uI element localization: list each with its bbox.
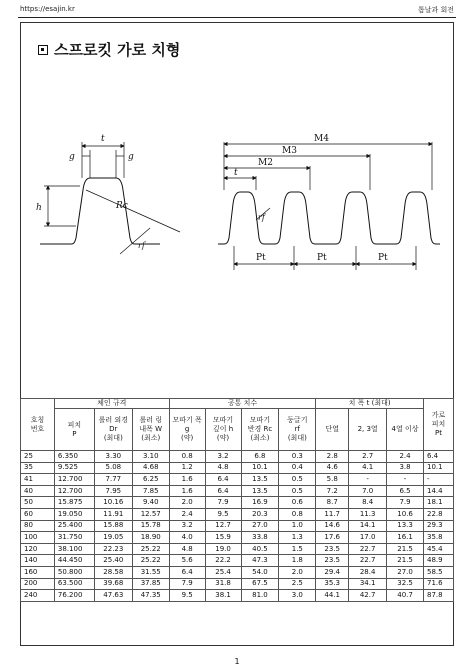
table-cell: 6.4 (423, 451, 453, 463)
table-cell: 9.525 (54, 462, 94, 474)
dimension-table (20, 398, 454, 602)
table-row (21, 462, 454, 474)
th-pitch-group: 가로 피치 Pt (423, 399, 453, 451)
table-cell: 13.3 (387, 520, 424, 532)
table-cell: 23.5 (316, 543, 349, 555)
table-cell: 2.4 (169, 508, 205, 520)
table-cell: 4.68 (132, 462, 169, 474)
table-row (21, 566, 454, 578)
table-cell: 4.1 (349, 462, 387, 474)
table-cell: 7.95 (94, 485, 132, 497)
table-cell: 20.3 (241, 508, 279, 520)
table-cell: 3.30 (94, 451, 132, 463)
table-cell: 0.8 (279, 508, 316, 520)
table-cell: 3.2 (169, 520, 205, 532)
table-cell: 14.1 (349, 520, 387, 532)
table-cell: 29.3 (423, 520, 453, 532)
table-cell: 11.3 (349, 508, 387, 520)
dim-t: t (101, 134, 105, 144)
table-cell: 40.7 (387, 590, 424, 602)
dim-pt-1: Pt (256, 253, 266, 263)
table-cell: 35 (21, 462, 55, 474)
table-row (21, 555, 454, 567)
table-cell: 11.7 (316, 508, 349, 520)
table-cell: 1.5 (279, 543, 316, 555)
table-cell: 12.700 (54, 474, 94, 486)
table-cell: 28.4 (349, 566, 387, 578)
table-cell: 1.2 (169, 462, 205, 474)
table-cell: 8.7 (316, 497, 349, 509)
table-cell: 240 (21, 590, 55, 602)
th-roller-dia: 롤러 외경 Dr (최대) (94, 409, 132, 451)
table-cell: 10.6 (387, 508, 424, 520)
table-row (21, 474, 454, 486)
table-row (21, 451, 454, 463)
th-chamfer-radius: 모따기 반경 Rc (최소) (241, 409, 279, 451)
table-cell: 4.6 (316, 462, 349, 474)
table-cell: 2.8 (316, 451, 349, 463)
table-cell: 31.8 (205, 578, 241, 590)
table-cell: 3.0 (279, 590, 316, 602)
th-inner-width: 롤러 링 내폭 W (최소) (132, 409, 169, 451)
dim-h: h (36, 203, 42, 213)
table-cell: 71.6 (423, 578, 453, 590)
table-cell: 58.5 (423, 566, 453, 578)
table-cell: 33.8 (241, 532, 279, 544)
table-cell: 0.8 (169, 451, 205, 463)
dim-rf: rf (138, 241, 145, 250)
table-cell: 5.8 (316, 474, 349, 486)
table-cell: 22.7 (349, 543, 387, 555)
dim-m2: M2 (258, 158, 273, 168)
table-cell: 8.4 (349, 497, 387, 509)
table-cell: 7.85 (132, 485, 169, 497)
table-cell: 6.4 (205, 485, 241, 497)
table-row (21, 508, 454, 520)
th-common-group: 공통 치수 (169, 399, 316, 409)
table-cell: 19.0 (205, 543, 241, 555)
table-cell: 7.0 (349, 485, 387, 497)
table-cell: 6.5 (387, 485, 424, 497)
table-cell: 42.7 (349, 590, 387, 602)
dim-m4: M4 (314, 134, 329, 144)
th-tooth-group: 치 폭 t (최대) (316, 399, 424, 409)
table-cell: - (349, 474, 387, 486)
table-row (21, 590, 454, 602)
page-title (38, 39, 180, 60)
table-cell: 34.1 (349, 578, 387, 590)
th-four-plus: 4열 이상 (387, 409, 424, 451)
table-cell: 60 (21, 508, 55, 520)
table-cell: 9.40 (132, 497, 169, 509)
table-cell: 54.0 (241, 566, 279, 578)
th-chamfer-depth: 모따기 깊이 h (약) (205, 409, 241, 451)
table-cell: 25 (21, 451, 55, 463)
table-cell: 0.6 (279, 497, 316, 509)
th-fillet: 둥글기 rf (최대) (279, 409, 316, 451)
table-cell: 2.0 (279, 566, 316, 578)
square-bullet-icon (38, 45, 48, 55)
table-row (21, 532, 454, 544)
th-nominal: 호칭 번호 (21, 399, 55, 451)
table-cell: 6.350 (54, 451, 94, 463)
table-cell: 200 (21, 578, 55, 590)
table-cell: 3.10 (132, 451, 169, 463)
table-cell: 18.90 (132, 532, 169, 544)
table-header-row (21, 409, 454, 451)
table-cell: 3.8 (387, 462, 424, 474)
table-row (21, 520, 454, 532)
table-cell: 35.3 (316, 578, 349, 590)
table-cell: 4.0 (169, 532, 205, 544)
table-cell: 15.875 (54, 497, 94, 509)
table-cell: 10.1 (423, 462, 453, 474)
table-cell: 16.9 (241, 497, 279, 509)
table-cell: 40.5 (241, 543, 279, 555)
table-cell: 12.57 (132, 508, 169, 520)
header-section: 톱날과 회전 (417, 6, 454, 14)
table-cell: 2.0 (169, 497, 205, 509)
table-cell: 13.5 (241, 474, 279, 486)
page-title-text: 스프로킷 가로 치형 (54, 41, 181, 59)
table-cell: 12.700 (54, 485, 94, 497)
table-cell: 7.9 (169, 578, 205, 590)
table-cell: 13.5 (241, 485, 279, 497)
dim-g-left: g (69, 152, 75, 162)
table-cell: 80 (21, 520, 55, 532)
table-cell: 22.7 (349, 555, 387, 567)
table-cell: 15.88 (94, 520, 132, 532)
table-cell: 6.4 (169, 566, 205, 578)
table-cell: 15.78 (132, 520, 169, 532)
table-cell: 4.8 (205, 462, 241, 474)
table-cell: 50.800 (54, 566, 94, 578)
table-cell: 44.450 (54, 555, 94, 567)
table-cell: 1.6 (169, 485, 205, 497)
table-cell: 2.5 (279, 578, 316, 590)
table-cell: 25.22 (132, 543, 169, 555)
table-cell: 6.4 (205, 474, 241, 486)
table-cell: 76.200 (54, 590, 94, 602)
dim-g-right: g (128, 152, 134, 162)
table-cell: 22.23 (94, 543, 132, 555)
table-cell: 9.5 (205, 508, 241, 520)
table-cell: 19.050 (54, 508, 94, 520)
th-pitch: 피치 P (54, 409, 94, 451)
table-cell: 50 (21, 497, 55, 509)
table-cell: 140 (21, 555, 55, 567)
table-cell: 10.16 (94, 497, 132, 509)
page-number: 1 (234, 657, 240, 666)
table-header-group-row (21, 399, 454, 409)
table-cell: 25.400 (54, 520, 94, 532)
table-cell: 23.5 (316, 555, 349, 567)
table-cell: 28.58 (94, 566, 132, 578)
table-cell: 37.85 (132, 578, 169, 590)
tooth-profile-diagram (20, 120, 454, 280)
table-cell: 21.5 (387, 543, 424, 555)
table-cell: 47.3 (241, 555, 279, 567)
table-cell: 7.2 (316, 485, 349, 497)
table-cell: 40 (21, 485, 55, 497)
dim-pt-3: Pt (378, 253, 388, 263)
dim-t2: t (234, 168, 238, 178)
table-cell: 3.2 (205, 451, 241, 463)
table-cell: 67.5 (241, 578, 279, 590)
table-cell: 7.9 (205, 497, 241, 509)
table-cell: 7.77 (94, 474, 132, 486)
table-cell: 1.0 (279, 520, 316, 532)
table-cell: 1.6 (169, 474, 205, 486)
table-cell: 31.750 (54, 532, 94, 544)
table-cell: 27.0 (387, 566, 424, 578)
table-cell: 14.6 (316, 520, 349, 532)
table-cell: 4.8 (169, 543, 205, 555)
table-cell: 1.3 (279, 532, 316, 544)
table-cell: 81.0 (241, 590, 279, 602)
table-cell: 5.6 (169, 555, 205, 567)
th-chamfer-width: 모따기 폭 g (약) (169, 409, 205, 451)
table-cell: 17.6 (316, 532, 349, 544)
table-cell: 38.1 (205, 590, 241, 602)
table-cell: 19.05 (94, 532, 132, 544)
table-cell: 15.9 (205, 532, 241, 544)
table-row (21, 497, 454, 509)
table-cell: 29.4 (316, 566, 349, 578)
table-row (21, 485, 454, 497)
dim-pt-2: Pt (317, 253, 327, 263)
table-cell: 27.0 (241, 520, 279, 532)
table-cell: 25.40 (94, 555, 132, 567)
table-body (21, 451, 454, 602)
table-cell: 63.500 (54, 578, 94, 590)
table-cell: 11.91 (94, 508, 132, 520)
table-row (21, 578, 454, 590)
table-cell: 31.55 (132, 566, 169, 578)
table-cell: 160 (21, 566, 55, 578)
table-cell: 38.100 (54, 543, 94, 555)
table-cell: 7.9 (387, 497, 424, 509)
table-cell: 47.35 (132, 590, 169, 602)
table-cell: - (387, 474, 424, 486)
table-cell: 39.68 (94, 578, 132, 590)
table-cell: 0.3 (279, 451, 316, 463)
table-cell: 32.5 (387, 578, 424, 590)
table-cell: 12.7 (205, 520, 241, 532)
table-cell: 10.1 (241, 462, 279, 474)
dim-m3: M3 (282, 146, 297, 156)
header-url[interactable]: https://esajin.kr (20, 5, 75, 13)
table-cell: 35.8 (423, 532, 453, 544)
table-cell: 17.0 (349, 532, 387, 544)
th-single: 단열 (316, 409, 349, 451)
table-cell: - (423, 474, 453, 486)
table-cell: 16.1 (387, 532, 424, 544)
table-cell: 44.1 (316, 590, 349, 602)
table-cell: 100 (21, 532, 55, 544)
table-cell: 47.63 (94, 590, 132, 602)
table-cell: 41 (21, 474, 55, 486)
table-cell: 2.4 (387, 451, 424, 463)
table-cell: 6.25 (132, 474, 169, 486)
table-cell: 18.1 (423, 497, 453, 509)
table-row (21, 543, 454, 555)
dim-rc: Rc (116, 201, 128, 211)
header-rule (18, 17, 456, 18)
table-cell: 22.8 (423, 508, 453, 520)
th-double-triple: 2, 3열 (349, 409, 387, 451)
table-cell: 22.2 (205, 555, 241, 567)
table-cell: 9.5 (169, 590, 205, 602)
table-cell: 48.9 (423, 555, 453, 567)
table-cell: 5.08 (94, 462, 132, 474)
table-cell: 45.4 (423, 543, 453, 555)
table-cell: 14.4 (423, 485, 453, 497)
table-cell: 0.4 (279, 462, 316, 474)
table-cell: 25.22 (132, 555, 169, 567)
table-cell: 21.5 (387, 555, 424, 567)
th-chain-group: 체인 규격 (54, 399, 169, 409)
table-cell: 0.5 (279, 474, 316, 486)
table-cell: 25.4 (205, 566, 241, 578)
table-cell: 87.8 (423, 590, 453, 602)
table-cell: 1.8 (279, 555, 316, 567)
table-cell: 2.7 (349, 451, 387, 463)
dim-rf-2: rf (258, 213, 265, 222)
table-cell: 120 (21, 543, 55, 555)
table-cell: 0.5 (279, 485, 316, 497)
table-cell: 6.8 (241, 451, 279, 463)
